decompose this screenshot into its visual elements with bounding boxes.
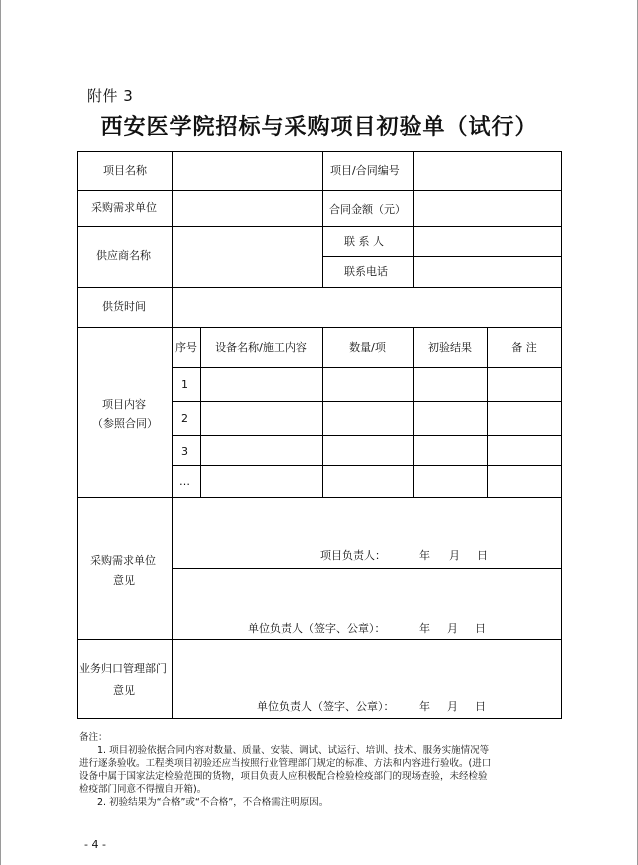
page-title: 西安医学院招标与采购项目初验单（试行） [100,115,538,140]
date-year: 年 [419,549,430,562]
column-header-result: 初验结果 [428,341,472,354]
date-month: 月 [449,549,460,562]
row-number: 3 [181,445,188,458]
notes-line: 2. 初验结果为“合格”或“不合格”，不合格需注明原因。 [97,797,329,808]
purchase-opinion-label-2: 意见 [113,574,135,587]
notes-line: 进行逐条验收。工程类项目初验还应当按照行业管理部门规定的标准、方法和内容进行验收。(进口 [79,758,492,769]
project-name-label: 项目名称 [103,164,147,177]
dept-opinion-label: 业务归口管理部门 [79,662,167,675]
date-month: 月 [447,700,458,713]
notes-section [79,731,569,809]
column-header-quantity: 数量/项 [349,341,386,354]
row-divider [77,639,561,640]
row-divider [77,226,561,227]
form-bottom-border [77,718,561,719]
date-year: 年 [419,622,430,635]
unit-leader-sign: 单位负责人（签字、公章）： [257,700,395,713]
column-header-equipment: 设备名称/施工内容 [215,341,307,354]
form-top-border [77,151,561,152]
row-divider [77,497,561,498]
column-divider [322,151,323,287]
contract-no-label: 项目/合同编号 [330,164,400,177]
row-divider [77,327,561,328]
dept-opinion-label-2: 意见 [113,684,135,697]
attachment-label: 附件 3 [87,87,134,105]
date-year: 年 [419,700,430,713]
row-number: 1 [181,378,188,391]
column-header-seq: 序号 [175,341,197,354]
form-right-border [561,151,562,719]
row-divider [172,401,561,402]
date-month: 月 [447,622,458,635]
page-number: - 4 - [84,838,106,851]
notes-line: 设备中属于国家法定检验范围的货物，项目负责人应积极配合检验检疫部门的现场查验，未经检验 [79,771,488,782]
contract-amount-label: 合同金额（元） [329,203,406,216]
purchase-unit-label: 采购需求单位 [91,201,157,214]
notes-heading: 备注： [79,732,108,743]
row-divider [172,435,561,436]
project-leader-sign: 项目负责人： [320,549,386,562]
notes-line: 1. 项目初验依据合同内容对数量、质量、安装、调试、试运行、培训、技术、服务实施情况等 [97,745,490,756]
notes-line: 检疫部门同意不得擅自开箱)。 [79,784,207,795]
contact-person-label: 联 系 人 [344,235,384,248]
date-day: 日 [475,622,486,635]
row-divider [172,367,561,368]
row-divider [77,190,561,191]
project-content-label: 项目内容 [102,398,146,411]
purchase-opinion-label: 采购需求单位 [90,554,156,567]
supplier-name-label: 供应商名称 [96,249,151,262]
label-column-divider [172,151,173,719]
unit-leader-sign: 单位负责人（签字、公章）： [248,622,386,635]
date-day: 日 [475,700,486,713]
project-content-sub: （参照合同） [92,417,158,430]
row-number: 2 [181,412,188,425]
form-left-border [77,151,78,719]
column-divider [413,151,414,287]
row-number: … [179,475,190,488]
row-divider [172,568,561,569]
row-divider [172,465,561,466]
column-header-remark: 备 注 [511,341,537,354]
contact-phone-label: 联系电话 [344,265,388,278]
date-day: 日 [477,549,488,562]
delivery-time-label: 供货时间 [102,300,146,313]
row-divider [322,256,561,257]
row-divider [77,287,561,288]
